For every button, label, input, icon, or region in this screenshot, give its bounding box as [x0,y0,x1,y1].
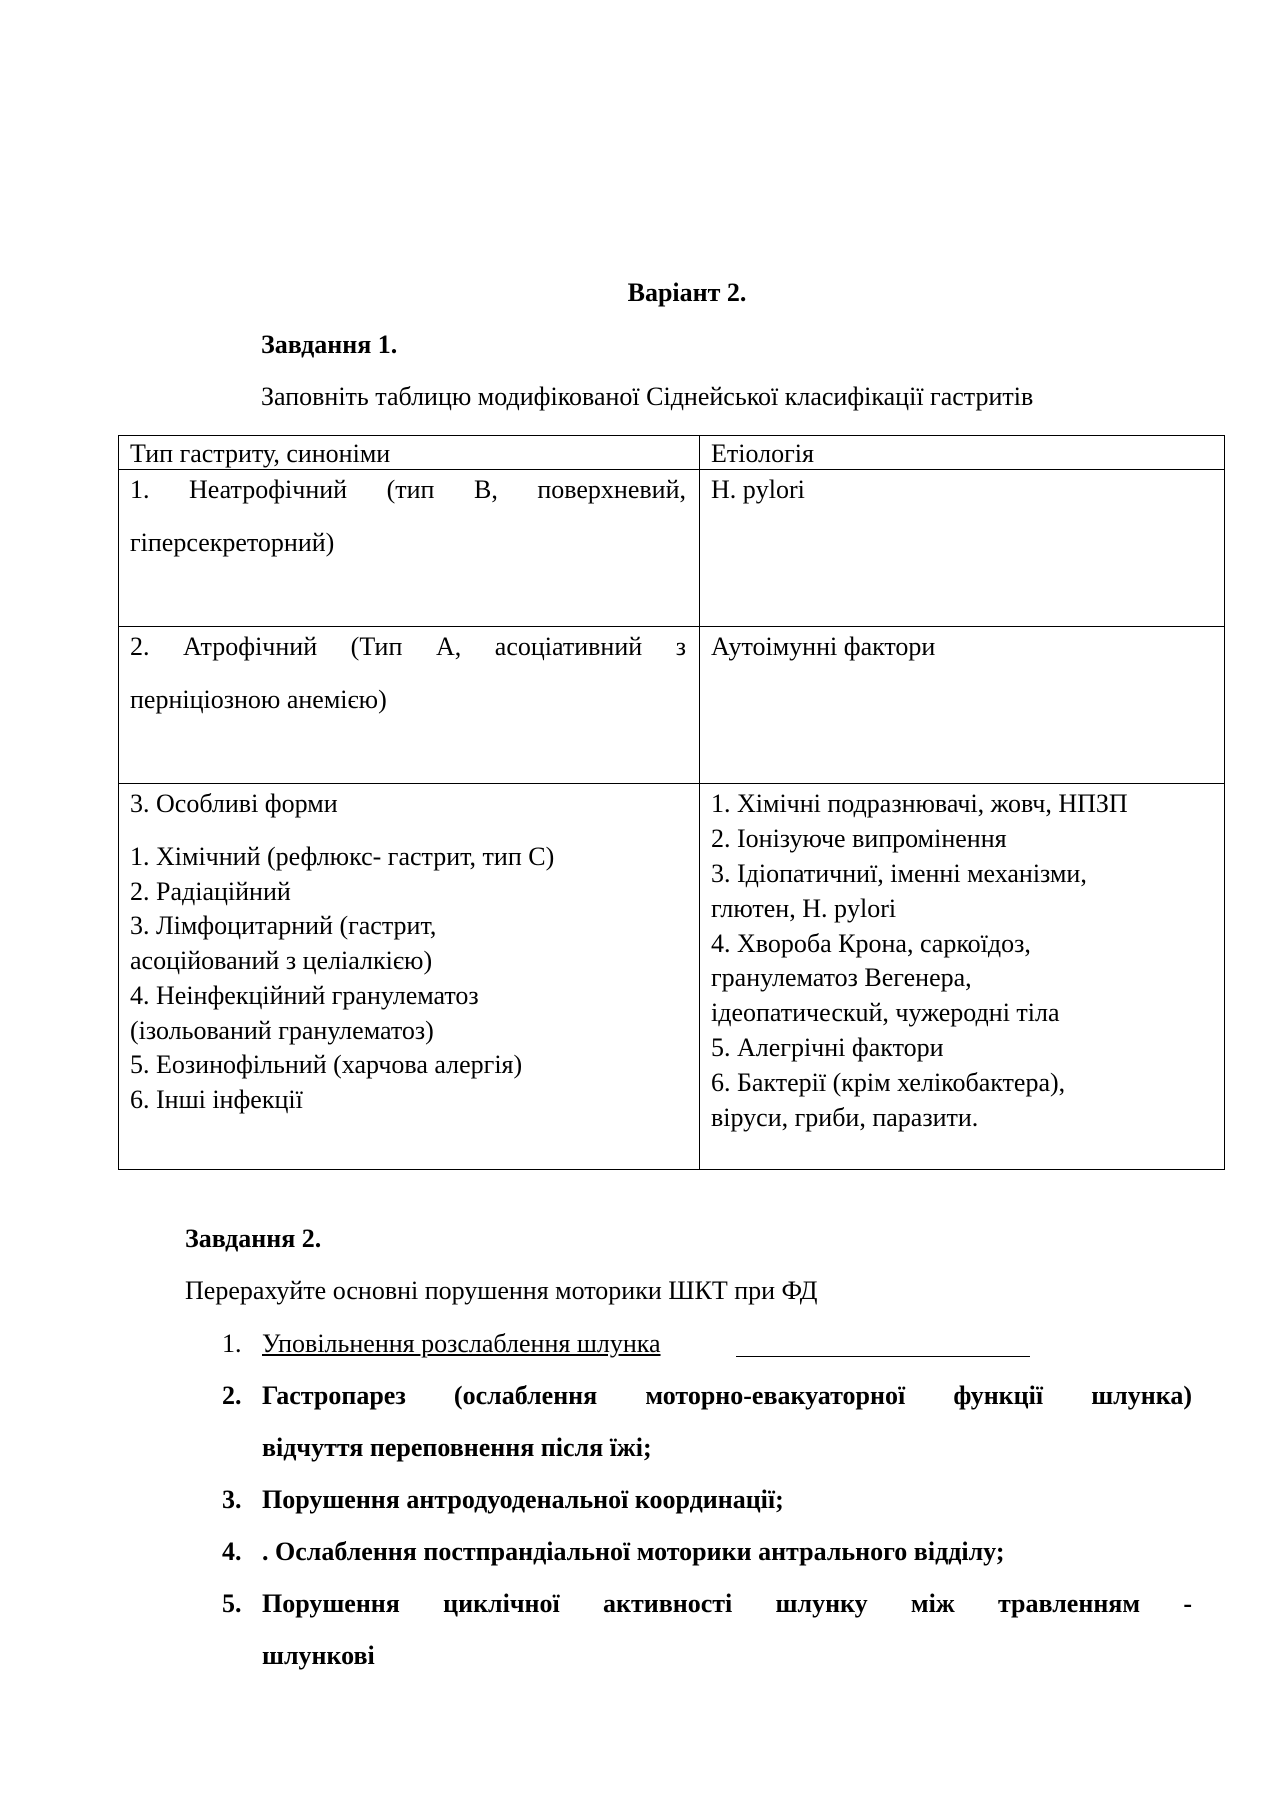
row3-etiology-line: ідеопатическuй, чужеродні тіла [711,998,1060,1027]
row1-etiology: H. pylori [711,475,805,504]
list-item-text: Уповільнення розслаблення шлунка [262,1329,661,1358]
list-item-text: Порушення циклічної активності шлунку між травленням - [262,1589,1192,1618]
list-item-number: 5. [222,1589,242,1618]
row2-etiology: Аутоімунні фактори [711,632,936,661]
row3-etiology-line: віруси, гриби, паразити. [711,1103,979,1132]
list-item-text: Порушення антродуоденальної координації; [262,1485,784,1514]
list-item-text: . Ослаблення постпрандіальної моторики антрального відділу; [262,1537,1005,1566]
row3-etiology-line: 3. Ідіопатичниї, іменні механізми, [711,859,1087,888]
answer-blank-line [736,1356,1030,1357]
row3-etiology-line: 5. Алегрічні фактори [711,1033,944,1062]
variant-title: Варіант 2. [627,278,747,307]
list-item-text: Гастропарез (ослаблення моторно-евакуаторної функції шлунка) [262,1381,1192,1410]
list-item-number: 4. [222,1537,242,1566]
list-item-text-continued: шлункові [262,1641,375,1670]
row3-type-line: 6. Інші інфекції [130,1085,303,1114]
task2-instruction: Перерахуйте основні порушення моторики ШКТ при ФД [185,1276,818,1305]
row3-etiology-line: 6. Бактерії (крім хелікобактера), [711,1068,1066,1097]
row3-type-line: асоційований з целіалкією) [130,946,433,975]
row3-type-line: 5. Еозинофільний (харчова алергія) [130,1050,523,1079]
row1-type-line2: гіперсекреторний) [130,528,335,557]
row1-type-line1: 1. Неатрофічний (тип В, поверхневий, [130,475,686,504]
list-item-number: 1. [222,1329,242,1358]
row3-etiology-line: гранулематоз Вегенера, [711,963,972,992]
row3-type-line: 4. Неінфекційний гранулематоз [130,981,479,1010]
list-item-number: 2. [222,1381,242,1410]
list-item-text-continued: відчуття переповнення після їжі; [262,1433,652,1462]
task2-heading: Завдання 2. [185,1224,322,1253]
row3-type-line: 1. Хімічний (рефлюкс- гастрит, тип С) [130,842,555,871]
table-header-type: Тип гастриту, синоніми [130,439,391,468]
row2-type-line1: 2. Атрофічний (Тип А, асоціативний з [130,632,686,661]
row3-etiology-line: глютен, H. pylori [711,894,897,923]
row2-type-line2: перніціозною анемією) [130,685,387,714]
row3-etiology-line: 4. Хвороба Крона, саркоїдоз, [711,929,1031,958]
row3-type-line: 3. Лімфоцитарний (гастрит, [130,911,437,940]
task1-heading: Завдання 1. [261,330,398,359]
row3-etiology-line: 1. Хімічні подразнювачі, жовч, НПЗП [711,789,1128,818]
table-header-etiology: Етіологія [711,439,814,468]
row3-etiology-line: 2. Іонізуюче випромінення [711,824,1007,853]
list-item-number: 3. [222,1485,242,1514]
row3-type-line: 2. Радіаційний [130,877,291,906]
row3-type-line: (ізольований гранулематоз) [130,1016,434,1045]
task1-instruction: Заповніть таблицю модифікованої Сіднейської класифікації гастритів [261,382,1034,411]
row3-type-heading: 3. Особливі форми [130,789,338,818]
